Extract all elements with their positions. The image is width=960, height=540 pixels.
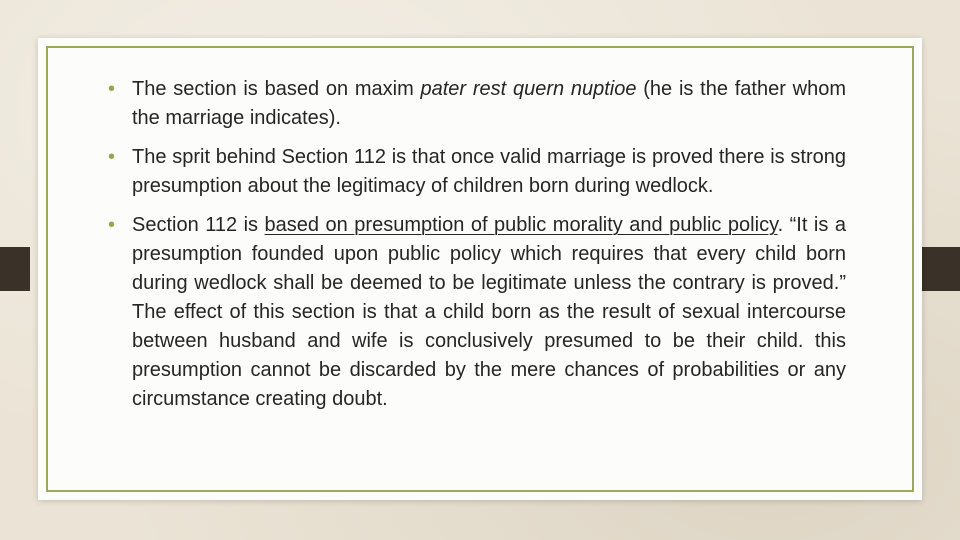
bullet-list xyxy=(108,75,846,414)
bullet-dot-icon: • xyxy=(108,78,116,100)
bullet-text: The sprit behind Section 112 is that once valid marriage is proved there is strong presumption about the legitimacy of children born during wedlock. xyxy=(132,146,846,197)
bullet-dot-icon: • xyxy=(108,214,116,236)
bullet-text-start: The section is based on maxim xyxy=(132,78,421,100)
bullet-text-end: (he is the father whom the marriage indicates). xyxy=(132,78,846,129)
bullet-item-maxim xyxy=(108,75,846,133)
underlined-phrase: based on presumption of public morality and public policy xyxy=(264,214,778,236)
bullet-text-start: Section 112 is xyxy=(132,214,265,236)
left-side-tab xyxy=(0,247,30,291)
latin-maxim: pater rest quern nuptioe xyxy=(420,78,637,100)
bullet-text-end: . “It is a presumption founded upon public policy which requires that every child born during wedlock shall be deemed to be legitimate unless the contrary is proved.” The effect of this section is that a child born as the result of sexual intercourse between husband and wife is conclusively presumed to be their child. this presumption cannot be discarded by the mere chances of probabilities or any circumstance creating doubt. xyxy=(132,214,846,410)
bullet-dot-icon: • xyxy=(108,146,116,168)
bullet-item-spirit xyxy=(108,143,846,201)
bullet-item-public-policy xyxy=(108,211,846,414)
